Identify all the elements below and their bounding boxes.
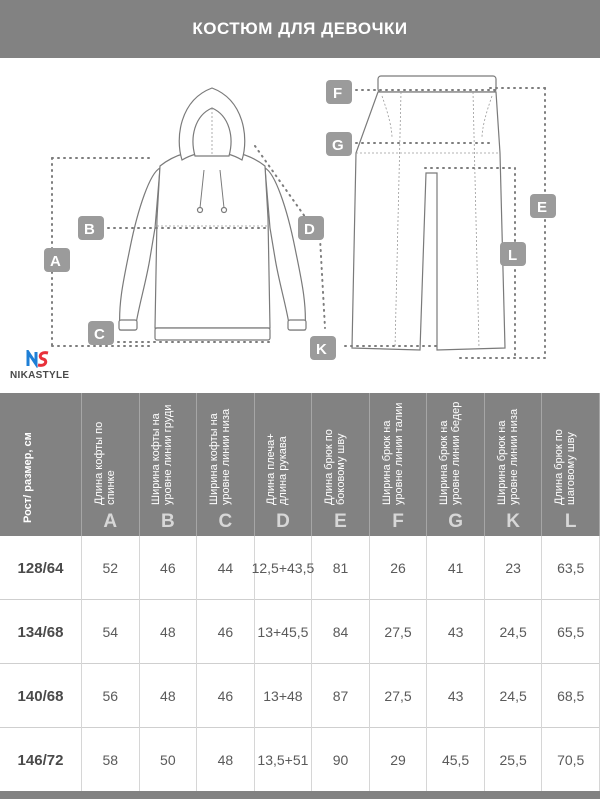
header-size-label: Рост/ размер, см bbox=[22, 432, 34, 523]
svg-text:A: A bbox=[50, 253, 61, 270]
value-cell: 48 bbox=[140, 664, 198, 728]
page-title: КОСТЮМ ДЛЯ ДЕВОЧКИ bbox=[0, 0, 600, 58]
header-col-c bbox=[197, 393, 255, 536]
value-cell: 70,5 bbox=[542, 728, 600, 792]
value-cell: 13,5+51 bbox=[255, 728, 313, 792]
header-col-label: Ширина кофты на уровне линии низа bbox=[207, 408, 232, 505]
value-cell: 46 bbox=[197, 664, 255, 728]
header-col-label: Ширина кофты на уровне линии груди bbox=[150, 404, 175, 505]
svg-text:F: F bbox=[333, 85, 343, 102]
garment-illustration bbox=[0, 58, 600, 390]
value-cell: 58 bbox=[82, 728, 140, 792]
header-col-label: Длина брюк по шаговому шву bbox=[553, 429, 578, 505]
value-cell: 41 bbox=[427, 536, 485, 600]
value-cell: 23 bbox=[485, 536, 543, 600]
value-cell: 43 bbox=[427, 664, 485, 728]
header-col-l bbox=[542, 393, 600, 536]
marker-k bbox=[310, 336, 336, 360]
value-cell: 68,5 bbox=[542, 664, 600, 728]
value-cell: 27,5 bbox=[370, 600, 428, 664]
header-col-k bbox=[485, 393, 543, 536]
header-col-e bbox=[312, 393, 370, 536]
svg-text:B: B bbox=[84, 221, 95, 238]
value-cell: 25,5 bbox=[485, 728, 543, 792]
svg-text:E: E bbox=[537, 199, 548, 216]
table-row bbox=[0, 664, 600, 728]
marker-b bbox=[78, 216, 104, 240]
size-cell: 134/68 bbox=[0, 600, 82, 664]
header-col-f bbox=[370, 393, 428, 536]
size-cell: 140/68 bbox=[0, 664, 82, 728]
header-col-letter: E bbox=[334, 511, 347, 532]
value-cell: 24,5 bbox=[485, 664, 543, 728]
hoodie-drawing bbox=[119, 88, 306, 340]
pants-drawing bbox=[352, 76, 505, 350]
nikastyle-logo-icon bbox=[26, 350, 50, 368]
table-row bbox=[0, 536, 600, 600]
header-col-label: Ширина брюк на уровне линии талии bbox=[380, 402, 405, 505]
value-cell: 13+45,5 bbox=[255, 600, 313, 664]
svg-text:C: C bbox=[94, 326, 105, 343]
size-cell: 146/72 bbox=[0, 728, 82, 792]
header-col-label: Длина кофты по спинке bbox=[92, 421, 117, 505]
value-cell: 29 bbox=[370, 728, 428, 792]
marker-f bbox=[326, 80, 352, 104]
header-col-letter: K bbox=[506, 511, 521, 532]
header-col-label: Длина плеча+ длина рукава bbox=[265, 433, 290, 505]
value-cell: 90 bbox=[312, 728, 370, 792]
header-col-label: Ширина брюк на уровне линии низа bbox=[495, 408, 520, 505]
size-table bbox=[0, 393, 600, 799]
value-cell: 56 bbox=[82, 664, 140, 728]
value-cell: 26 bbox=[370, 536, 428, 600]
value-cell: 52 bbox=[82, 536, 140, 600]
header-col-letter: G bbox=[448, 511, 463, 532]
value-cell: 54 bbox=[82, 600, 140, 664]
marker-l bbox=[500, 242, 526, 266]
marker-g bbox=[326, 132, 352, 156]
marker-e bbox=[530, 194, 556, 218]
value-cell: 81 bbox=[312, 536, 370, 600]
value-cell: 63,5 bbox=[542, 536, 600, 600]
header-col-g bbox=[427, 393, 485, 536]
value-cell: 84 bbox=[312, 600, 370, 664]
header-col-b bbox=[140, 393, 198, 536]
header-col-letter: L bbox=[564, 511, 577, 532]
header-col-letter: C bbox=[218, 511, 233, 532]
table-row bbox=[0, 728, 600, 792]
header-size bbox=[0, 393, 82, 536]
svg-text:G: G bbox=[332, 137, 344, 154]
size-cell: 128/64 bbox=[0, 536, 82, 600]
value-cell: 24,5 bbox=[485, 600, 543, 664]
value-cell: 44 bbox=[197, 536, 255, 600]
value-cell: 13+48 bbox=[255, 664, 313, 728]
header-col-label: Ширина брюк на уровне линии бедер bbox=[438, 401, 463, 505]
svg-text:K: K bbox=[316, 341, 327, 358]
brand-name: NIKASTYLE bbox=[10, 370, 70, 381]
svg-text:L: L bbox=[508, 247, 518, 264]
value-cell: 46 bbox=[197, 600, 255, 664]
header-col-letter: D bbox=[276, 511, 290, 532]
value-cell: 87 bbox=[312, 664, 370, 728]
value-cell: 50 bbox=[140, 728, 198, 792]
marker-c bbox=[88, 321, 114, 345]
marker-d bbox=[298, 216, 324, 240]
header-col-a bbox=[82, 393, 140, 536]
header-col-letter: A bbox=[103, 511, 118, 532]
marker-a bbox=[44, 248, 70, 272]
value-cell: 45,5 bbox=[427, 728, 485, 792]
value-cell: 27,5 bbox=[370, 664, 428, 728]
header-col-letter: B bbox=[160, 511, 175, 532]
value-cell: 65,5 bbox=[542, 600, 600, 664]
table-row bbox=[0, 600, 600, 664]
value-cell: 12,5+43,5 bbox=[255, 536, 313, 600]
value-cell: 48 bbox=[140, 600, 198, 664]
svg-text:D: D bbox=[304, 221, 315, 238]
value-cell: 46 bbox=[140, 536, 198, 600]
header-col-label: Длина брюк по боковому шву bbox=[322, 429, 347, 505]
value-cell: 43 bbox=[427, 600, 485, 664]
header-col-letter: F bbox=[392, 511, 404, 532]
header-col-d bbox=[255, 393, 313, 536]
value-cell: 48 bbox=[197, 728, 255, 792]
